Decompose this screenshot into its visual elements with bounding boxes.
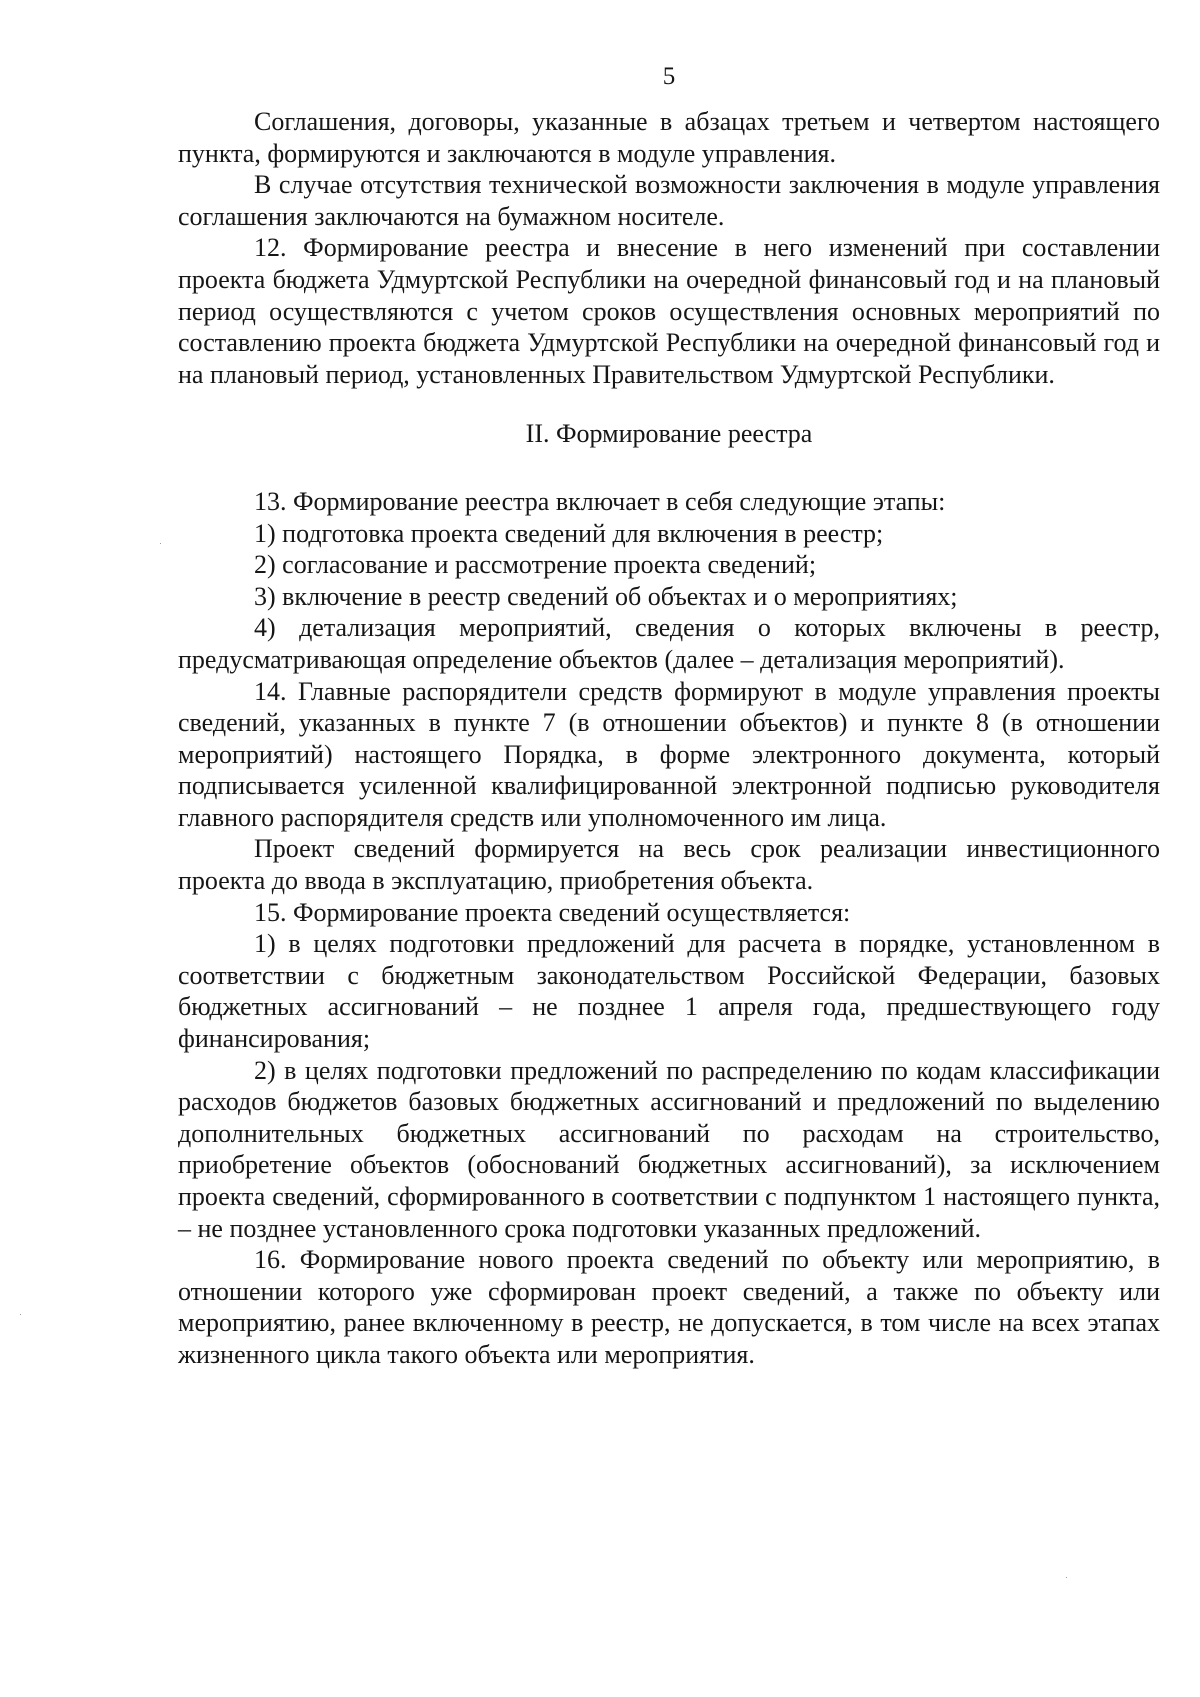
- scan-speck: [20, 1314, 21, 1315]
- list-item: 1) подготовка проекта сведений для включения в реестр;: [254, 518, 884, 548]
- paragraph-item-13: 13. Формирование реестра включает в себя следующие этапы:: [254, 486, 946, 516]
- document-page: [178, 62, 1160, 1371]
- section-heading: II. Формирование реестра: [525, 419, 813, 449]
- paragraph-item-14: 14. Главные распорядители средств формируют в модуле управления проекты сведений, указанных в пункте 7 (в отношении объектов) и пункте 8 (в отношении мероприятий) настоящего Порядка, в форме электронного документа, который подписывается усиленной квалифицированной электронной подписью руководителя главного распорядителя средств или уполномоченного им лица.: [178, 676, 1160, 832]
- paragraph-item-16: 16. Формирование нового проекта сведений по объекту или мероприятию, в отношении которого уже сформирован проект сведений, а также по объекту или мероприятию, ранее включенному в реестр, не допускается, в том числе на всех этапах жизненного цикла такого объекта или мероприятия.: [178, 1245, 1160, 1369]
- scan-speck: [1066, 1577, 1067, 1578]
- paragraph-item-15: 15. Формирование проекта сведений осуществляется:: [254, 897, 851, 927]
- paragraph: Проект сведений формируется на весь срок реализации инвестиционного проекта до ввода в эксплуатацию, приобретения объекта.: [178, 834, 1160, 896]
- list-item: 2) в целях подготовки предложений по распределению по кодам классификации расходов бюджетов базовых бюджетных ассигнований и предложений по выделению дополнительных бюджетных ассигнований по расходам на строительство, приобретение объектов (обоснований бюджетных ассигнований), за исключением проекта сведений, сформированного в соответствии с подпунктом 1 настоящего пункта, – не позднее установленного срока подготовки указанных предложений.: [178, 1055, 1160, 1243]
- list-item: 3) включение в реестр сведений об объектах и о мероприятиях;: [254, 581, 958, 611]
- list-item: 2) согласование и рассмотрение проекта сведений;: [254, 550, 817, 580]
- list-item: 4) детализация мероприятий, сведения о которых включены в реестр, предусматривающая определение объектов (далее – детализация мероприятий).: [178, 613, 1160, 674]
- paragraph: В случае отсутствия технической возможности заключения в модуле управления соглашения заключаются на бумажном носителе.: [178, 170, 1160, 231]
- scan-speck: [160, 543, 161, 544]
- paragraph-item-12: 12. Формирование реестра и внесение в него изменений при составлении проекта бюджета Удмуртской Республики на очередной финансовый год и на плановый период осуществляются с учетом сроков осуществления основных мероприятий по составлению проекта бюджета Удмуртской Республики на очередной финансовый год и на плановый период, установленных Правительством Удмуртской Республики.: [178, 233, 1160, 389]
- page-number: 5: [662, 63, 676, 90]
- list-item: 1) в целях подготовки предложений для расчета в порядке, установленном в соответствии с бюджетным законодательством Российской Федерации, базовых бюджетных ассигнований – не позднее 1 апреля года, предшествующего году финансирования;: [178, 929, 1160, 1054]
- paragraph: Соглашения, договоры, указанные в абзацах третьем и четвертом настоящего пункта, формируются и заключаются в модуле управления.: [178, 107, 1160, 168]
